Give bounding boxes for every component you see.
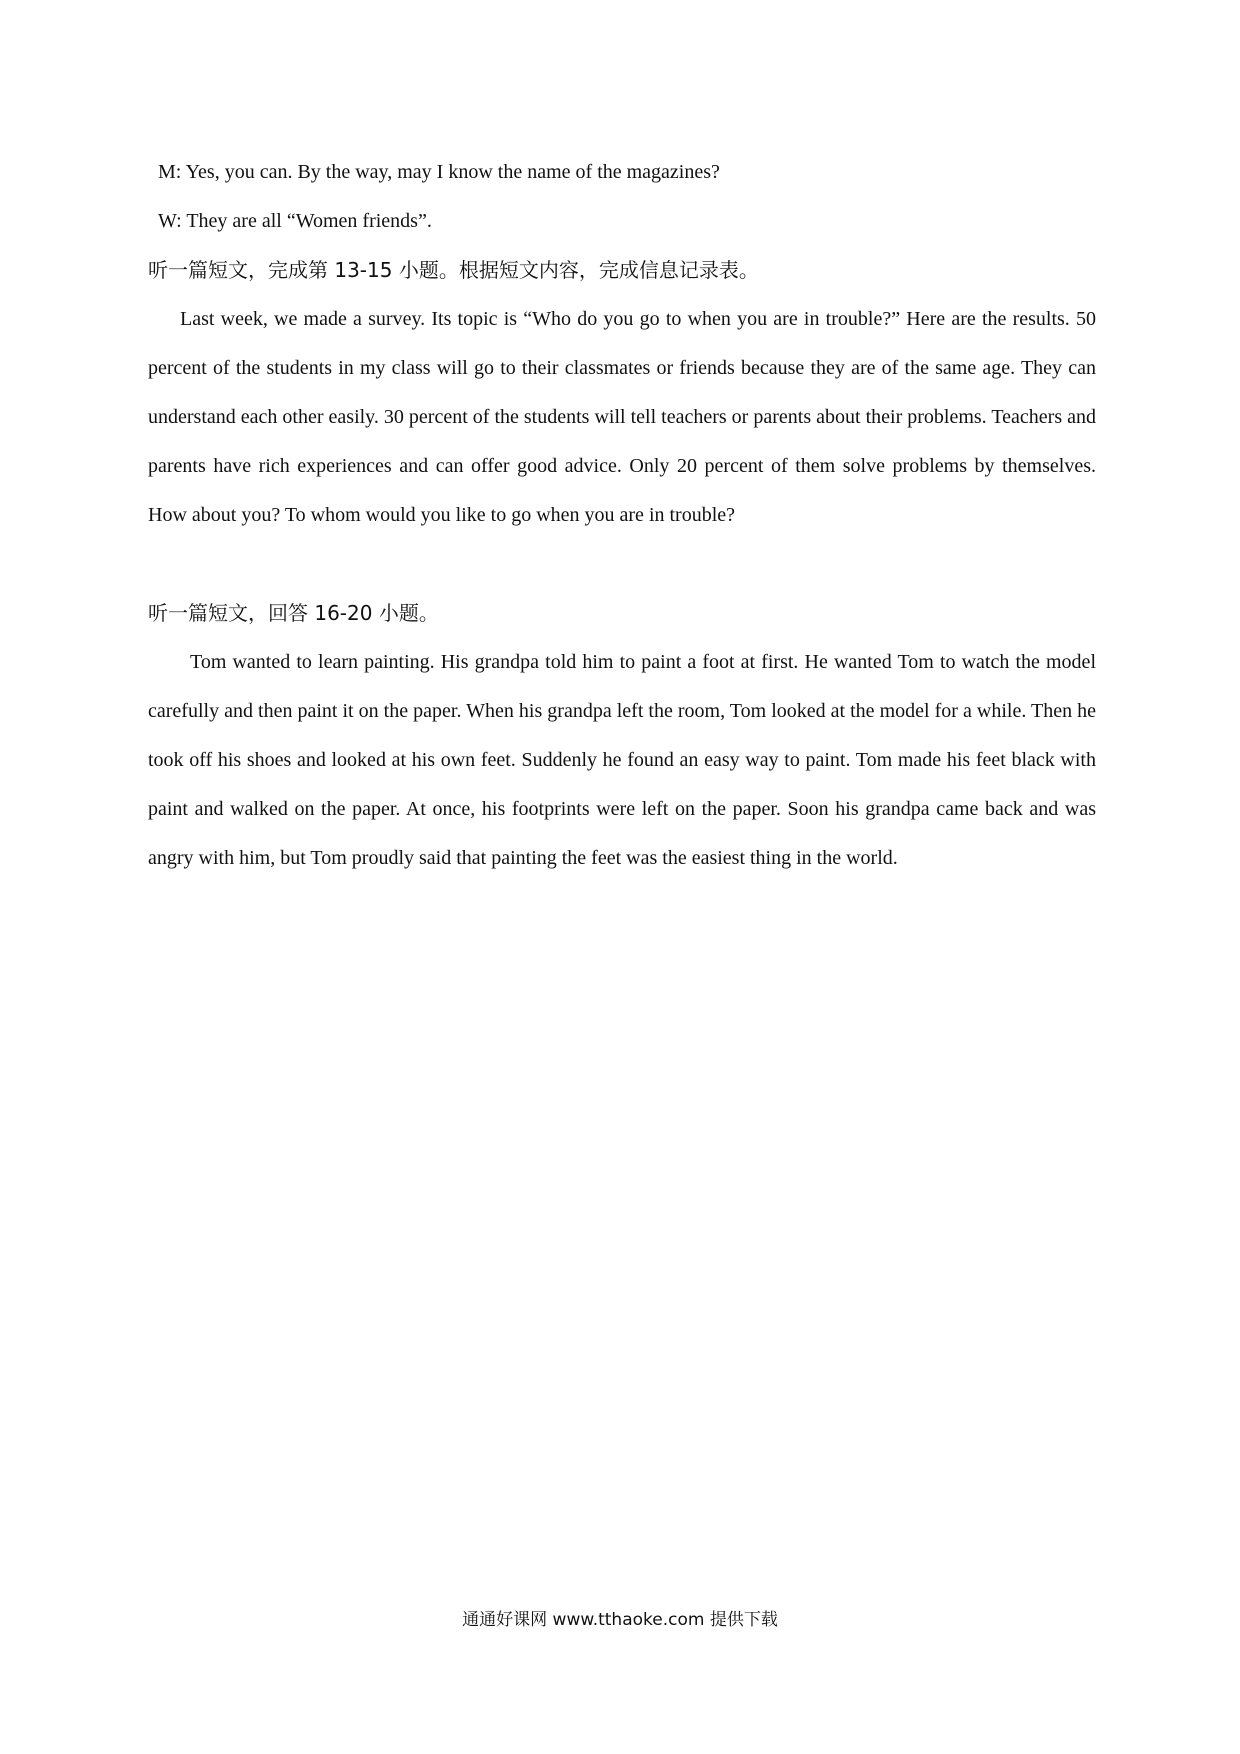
dialogue-line-woman: W: They are all “Women friends”. xyxy=(158,210,432,232)
painting-passage xyxy=(148,638,1096,883)
dialogue-line-man: M: Yes, you can. By the way, may I know the name of the magazines? xyxy=(158,161,720,183)
survey-passage xyxy=(148,295,1096,540)
section-heading-16-20: 听一篇短文，回答 16-20 小题。 xyxy=(148,601,439,625)
page-footer: 通通好课网 www.tthaoke.com 提供下载 xyxy=(462,1610,778,1630)
section-heading-13-15: 听一篇短文，完成第 13-15 小题。根据短文内容，完成信息记录表。 xyxy=(148,258,759,282)
survey-paragraph: Last week, we made a survey. Its topic is “Who do you go to when you are in trouble?” Here are the results. 50 percent of the students in my class will go to their classmates or friends because they are of the same age. They can understand each other easily. 30 percent of the students will tell teachers or parents about their problems. Teachers and parents have rich experiences and can offer good advice. Only 20 percent of them solve problems by themselves. How about you? To whom would you like to go when you are in trouble? xyxy=(148,308,1096,526)
painting-paragraph: Tom wanted to learn painting. His grandpa told him to paint a foot at first. He wanted Tom to watch the model carefully and then paint it on the paper. When his grandpa left the room, Tom looked at the model for a while. Then he took off his shoes and looked at his own feet. Suddenly he found an easy way to paint. Tom made his feet black with paint and walked on the paper. At once, his footprints were left on the paper. Soon his grandpa came back and was angry with him, but Tom proudly said that painting the feet was the easiest thing in the world. xyxy=(148,651,1096,869)
